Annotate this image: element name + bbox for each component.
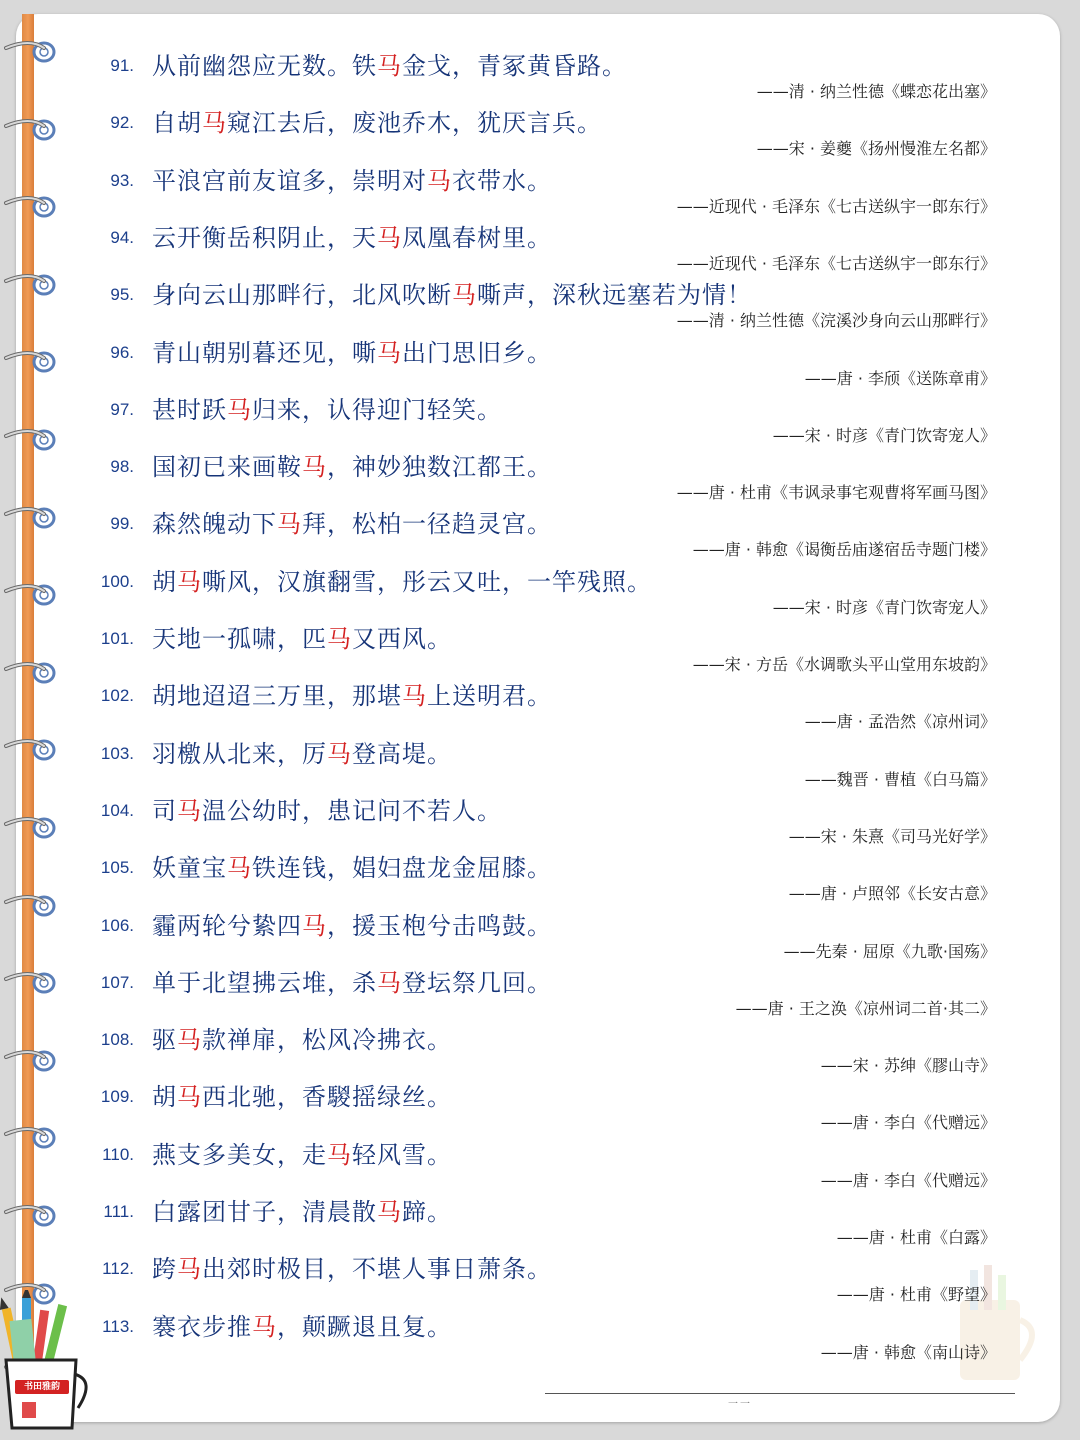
verse-text-after: 嘶声，深秋远塞若为情！	[477, 281, 752, 310]
verse-number: 110.	[102, 1144, 134, 1164]
verse-text-before: 白露团甘子，清晨散	[152, 1198, 377, 1226]
verse-entry	[0, 1140, 1040, 1197]
verse-number: 100.	[100, 571, 134, 591]
verse-text-after: 蹄。	[402, 1198, 452, 1226]
verse-entry	[0, 567, 1040, 624]
verse-entry	[0, 280, 1040, 337]
highlight-character: 马	[377, 338, 402, 367]
verse-source: ——近现代 · 毛泽东《七古送纵宇一郎东行》	[676, 253, 996, 273]
verse-text-after: ，神妙独数江都王。	[327, 453, 552, 482]
verse-line	[152, 853, 552, 883]
verse-text-before: 森然魄动下	[152, 510, 277, 539]
verse-source: ——唐 · 李白《代赠远》	[820, 1113, 996, 1133]
highlight-character: 马	[177, 1083, 202, 1112]
bottom-marks: 一一	[728, 1399, 752, 1410]
verse-entry	[0, 395, 1040, 452]
verse-line	[152, 1254, 552, 1284]
highlight-character: 马	[302, 911, 327, 940]
verse-number: 113.	[102, 1316, 134, 1336]
verse-source: ——唐 · 韩愈《谒衡岳庙遂宿岳寺题门楼》	[692, 540, 996, 560]
verse-source: ——近现代 · 毛泽东《七古送纵宇一郎东行》	[676, 196, 996, 216]
verse-entry	[0, 452, 1040, 509]
highlight-character: 马	[227, 395, 252, 424]
verse-text-after: 归来，认得迎门轻笑。	[252, 395, 502, 424]
verse-source: ——唐 · 孟浩然《凉州词》	[804, 712, 996, 732]
highlight-character: 马	[452, 281, 477, 310]
verse-source: ——唐 · 李白《代赠远》	[820, 1170, 996, 1190]
verse-source: ——唐 · 卢照邻《长安古意》	[788, 884, 996, 904]
verse-line	[152, 681, 552, 711]
verse-text-before: 燕支多美女，走	[152, 1140, 327, 1169]
verse-text-after: 登高堤。	[352, 739, 452, 768]
verse-entry	[0, 681, 1040, 738]
pencil-cup-icon	[0, 1290, 100, 1430]
verse-number: 95.	[110, 285, 134, 305]
verse-entry	[0, 166, 1040, 223]
verse-number: 98.	[110, 457, 134, 477]
highlight-character: 马	[327, 625, 352, 653]
verse-source: ——清 · 纳兰性德《蝶恋花出塞》	[756, 82, 996, 101]
verse-entry	[0, 509, 1040, 566]
verse-text-before: 从前幽怨应无数。铁	[152, 52, 377, 80]
verse-text-after: 又西风。	[352, 625, 452, 653]
verse-source: ——宋 · 时彦《青门饮寄宠人》	[772, 597, 996, 617]
highlight-character: 马	[177, 1255, 202, 1284]
verse-text-before: 褰衣步推	[152, 1312, 252, 1341]
verse-number: 106.	[100, 915, 134, 935]
verse-source: ——宋 · 姜夔《扬州慢淮左名都》	[756, 139, 996, 159]
verse-number: 105.	[100, 858, 134, 878]
verse-number: 103.	[100, 743, 134, 763]
verse-entry	[0, 1082, 1040, 1139]
verse-text-before: 平浪宫前友谊多，崇明对	[152, 166, 427, 195]
verse-text-after: ，颠蹶退且复。	[277, 1312, 452, 1341]
verse-text-before: 霾两轮兮絷四	[152, 911, 302, 940]
verse-text-before: 甚时跃	[152, 395, 227, 424]
verse-line	[152, 624, 452, 654]
verse-entry	[0, 1025, 1040, 1082]
verse-text-after: 嘶风，汉旗翻雪，彤云又吐，一竿残照。	[202, 567, 652, 596]
verse-text-after: 温公幼时，患记问不若人。	[202, 796, 502, 825]
verse-text-after: 西北驰，香騣摇绿丝。	[202, 1083, 452, 1112]
verse-source: ——宋 · 苏绅《膠山寺》	[820, 1056, 996, 1076]
highlight-character: 马	[402, 682, 427, 711]
verse-text-before: 司	[152, 796, 177, 825]
highlight-character: 马	[377, 223, 402, 252]
verse-text-before: 云开衡岳积阴止，天	[152, 223, 377, 252]
verse-text-after: ，援玉枹兮击鸣鼓。	[327, 911, 552, 940]
verse-entry	[0, 911, 1040, 968]
verse-text-before: 跨	[152, 1255, 177, 1284]
verse-entry	[0, 51, 1040, 108]
highlight-character: 马	[427, 166, 452, 195]
verse-text-after: 凤凰春树里。	[402, 223, 552, 252]
verse-number: 108.	[100, 1030, 134, 1050]
verse-number: 111.	[103, 1202, 134, 1221]
highlight-character: 马	[327, 1140, 352, 1169]
brand-label: 书田雅韵	[15, 1380, 69, 1394]
verse-text-before: 自胡	[152, 109, 202, 138]
highlight-character: 马	[177, 1026, 202, 1055]
highlight-character: 马	[202, 109, 227, 138]
verse-source: ——唐 · 王之涣《凉州词二首·其二》	[735, 998, 996, 1018]
verse-line	[152, 509, 552, 539]
verse-text-before: 羽檄从北来，厉	[152, 739, 327, 768]
verse-source: ——唐 · 杜甫《野望》	[836, 1285, 996, 1305]
verse-line	[152, 796, 502, 826]
verse-number: 109.	[100, 1087, 134, 1107]
verse-text-after: 上送明君。	[427, 682, 552, 711]
verse-text-after: 款禅扉，松风冷拂衣。	[202, 1026, 452, 1055]
highlight-character: 马	[377, 968, 402, 997]
verse-source: ——唐 · 杜甫《白露》	[836, 1228, 996, 1247]
verse-text-after: 衣带水。	[452, 166, 552, 195]
verse-text-before: 妖童宝	[152, 854, 227, 883]
verse-number: 112.	[102, 1259, 134, 1279]
verse-entry	[0, 1254, 1040, 1311]
verse-source: ——唐 · 杜甫《韦讽录事宅观曹将军画马图》	[676, 483, 996, 503]
verse-source: ——魏晋 · 曹植《白马篇》	[804, 769, 996, 789]
verse-line	[152, 1312, 452, 1342]
verse-line	[152, 1082, 452, 1112]
verse-entry	[0, 338, 1040, 395]
verse-text-before: 天地一孤啸，匹	[152, 625, 327, 653]
verse-entry	[0, 1197, 1040, 1254]
verse-number: 104.	[100, 800, 134, 820]
verse-source: ——清 · 纳兰性德《浣溪沙身向云山那畔行》	[676, 311, 996, 331]
verse-line	[152, 51, 627, 81]
verse-number: 91.	[110, 56, 134, 75]
verse-source: ——宋 · 朱熹《司马光好学》	[788, 826, 996, 846]
verse-line	[152, 1140, 452, 1170]
verse-entry	[0, 1312, 1040, 1369]
highlight-character: 马	[227, 854, 252, 883]
verse-line	[152, 567, 652, 597]
verse-text-after: 轻风雪。	[352, 1140, 452, 1169]
verse-text-after: 金戈，青冢黄昏路。	[402, 52, 627, 80]
verse-source: ——先秦 · 屈原《九歌·国殇》	[783, 941, 996, 961]
verse-number: 93.	[110, 170, 134, 190]
verse-number: 92.	[110, 113, 134, 133]
verse-text-before: 胡地迢迢三万里，那堪	[152, 682, 402, 711]
verse-source: ——唐 · 李颀《送陈章甫》	[804, 368, 996, 388]
verse-text-after: 登坛祭几回。	[402, 968, 552, 997]
verse-number: 96.	[110, 342, 134, 362]
verse-text-after: 铁连钱，娼妇盘龙金屈膝。	[252, 854, 552, 883]
highlight-character: 马	[377, 1198, 402, 1226]
verse-number: 94.	[110, 227, 134, 247]
verse-text-before: 国初已来画鞍	[152, 453, 302, 482]
verse-source: ——唐 · 韩愈《南山诗》	[820, 1342, 996, 1362]
verse-text-after: 出门思旧乡。	[402, 338, 552, 367]
verse-number: 99.	[110, 514, 134, 534]
highlight-character: 马	[177, 796, 202, 825]
highlight-character: 马	[327, 739, 352, 768]
verse-text-before: 驱	[152, 1026, 177, 1055]
verse-line	[152, 108, 602, 138]
verse-text-before: 胡	[152, 1083, 177, 1112]
verse-number: 101.	[100, 629, 134, 648]
verse-text-after: 出郊时极目，不堪人事日萧条。	[202, 1255, 552, 1284]
verse-line	[152, 395, 502, 425]
highlight-character: 马	[177, 567, 202, 596]
verse-entry	[0, 739, 1040, 796]
verse-text-before: 青山朝别暮还见，嘶	[152, 338, 377, 367]
verse-number: 97.	[110, 399, 134, 419]
verse-line	[152, 452, 552, 482]
verse-line	[152, 280, 752, 310]
verse-line	[152, 338, 552, 368]
verse-number: 107.	[100, 972, 134, 992]
verse-number: 102.	[100, 686, 134, 706]
verse-line	[152, 166, 552, 196]
verse-line	[152, 1197, 452, 1227]
verse-source: ——宋 · 时彦《青门饮寄宠人》	[772, 425, 996, 445]
verse-source: ——宋 · 方岳《水调歌头平山堂用东坡韵》	[692, 655, 996, 674]
verse-text-after: 窥江去后，废池乔木，犹厌言兵。	[227, 109, 602, 138]
verse-text-after: 拜，松柏一径趋灵宫。	[302, 510, 552, 539]
highlight-character: 马	[377, 52, 402, 80]
verse-text-before: 单于北望拂云堆，杀	[152, 968, 377, 997]
verse-entry	[0, 968, 1040, 1025]
verse-entry	[0, 853, 1040, 910]
verse-text-before: 身向云山那畔行，北风吹断	[152, 281, 452, 310]
verse-entry	[0, 796, 1040, 853]
verse-line	[152, 911, 552, 941]
verse-entry	[0, 108, 1040, 165]
verse-entry	[0, 624, 1040, 681]
verse-entry	[0, 223, 1040, 280]
highlight-character: 马	[302, 453, 327, 482]
verse-line	[152, 739, 452, 769]
highlight-character: 马	[252, 1312, 277, 1341]
verse-line	[152, 1025, 452, 1055]
verse-text-before: 胡	[152, 567, 177, 596]
verse-line	[152, 968, 552, 998]
verse-line	[152, 223, 552, 253]
highlight-character: 马	[277, 510, 302, 539]
